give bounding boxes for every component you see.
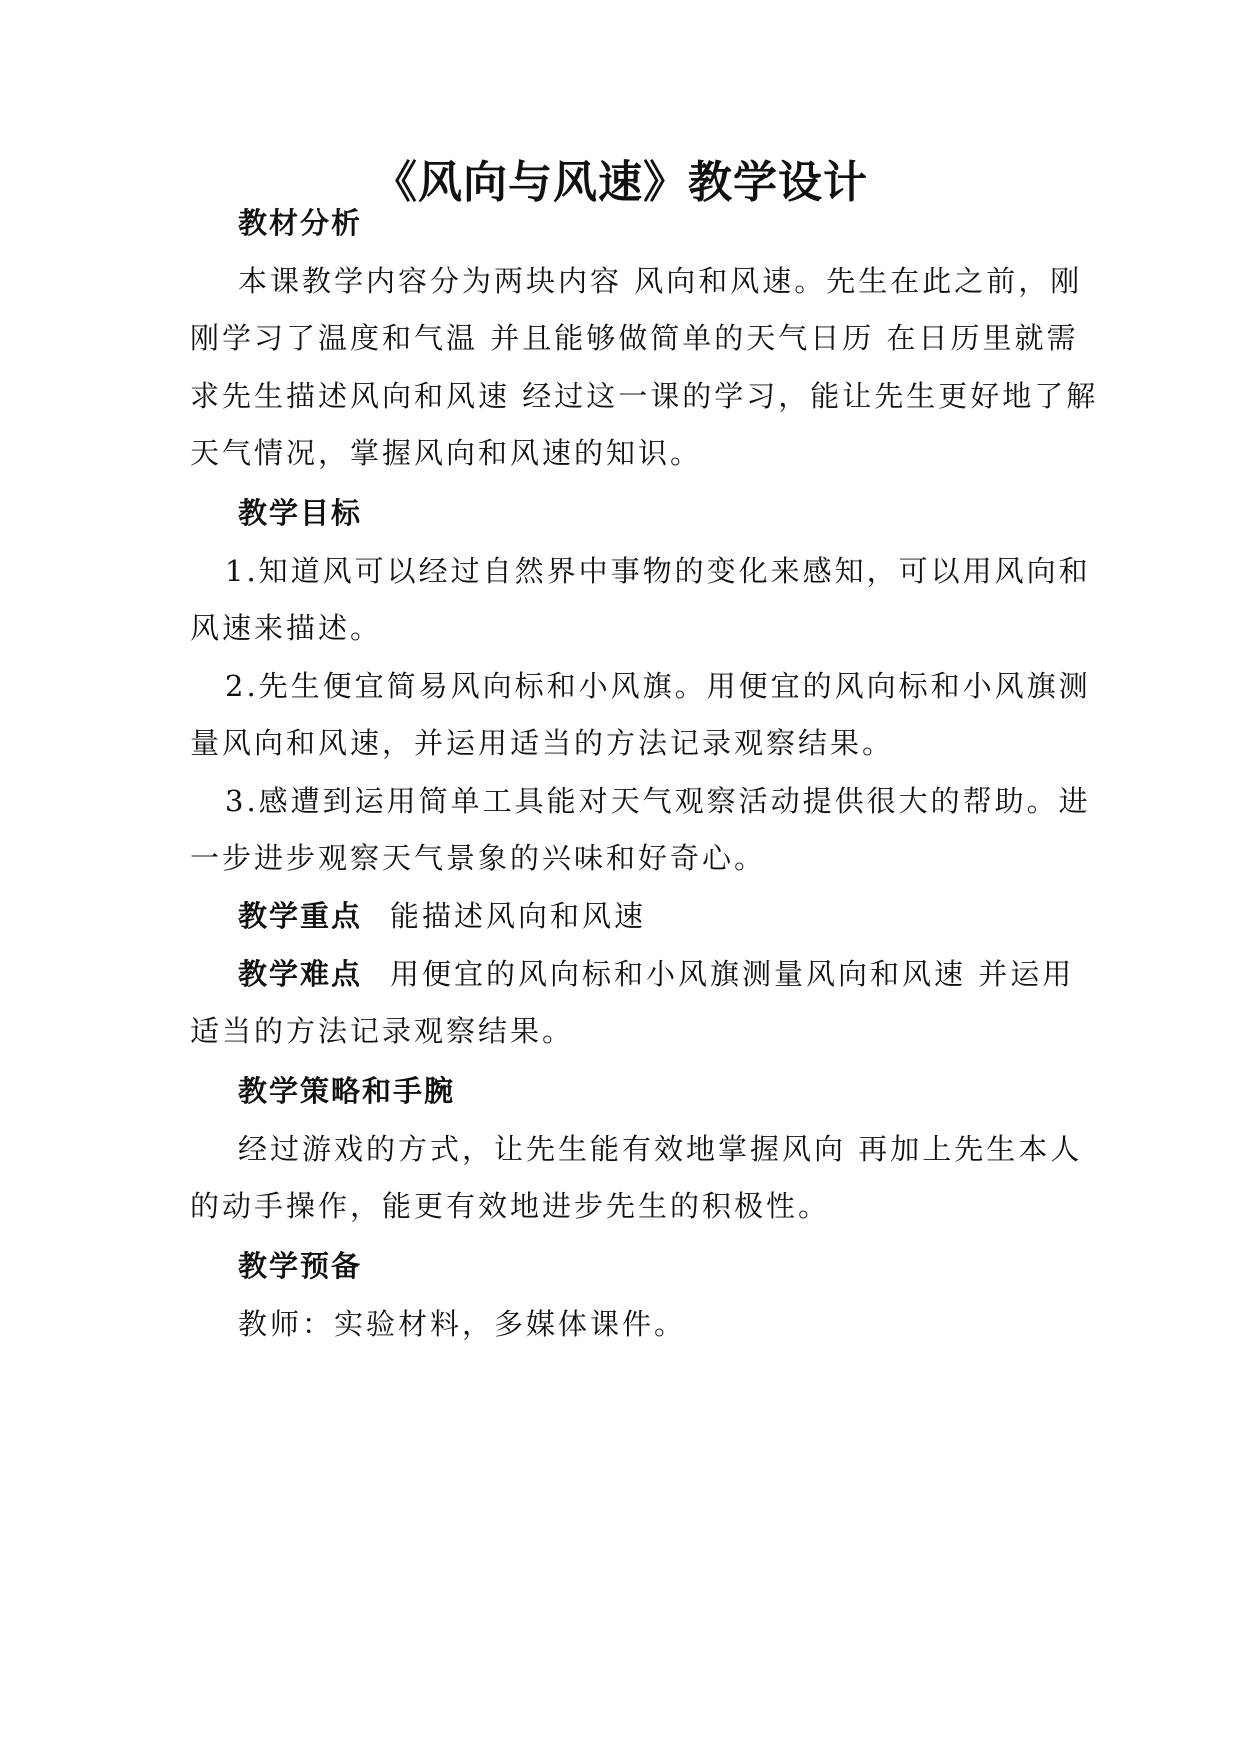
heading-material-analysis: 教材分析 [238,206,363,240]
objective-line: 3.感遭到运用简单工具能对天气观察活动提供很大的帮助。进 [225,784,1091,818]
difficulty-continuation: 适当的方法记录观察结果。 [190,1014,575,1048]
preparation-text: 教师：实验材料，多媒体课件。 [238,1307,687,1341]
paragraph-line: 求先生描述风向和风速 经过这一课的学习，能让先生更好地了解 [190,379,1099,413]
objective-line: 一步进步观察天气景象的兴味和好奇心。 [190,841,767,875]
difficulty-text: 用便宜的风向标和小风旗测量风向和风速 并运用 [390,957,1075,991]
paragraph-line: 天气情况，掌握风向和风速的知识。 [190,436,703,470]
heading-preparation: 教学预备 [238,1249,363,1283]
key-point-text: 能描述风向和风速 [390,899,647,933]
difficulty-label: 教学难点 [238,957,363,991]
objective-line: 风速来描述。 [190,611,383,645]
document-title: 《风向与风速》教学设计 [373,157,868,208]
difficulty-row [238,954,1118,994]
heading-objectives: 教学目标 [238,496,363,530]
paragraph-line: 刚学习了温度和气温 并且能够做简单的天气日历 在日历里就需 [190,321,1079,355]
paragraph-line: 的动手操作，能更有效地进步先生的积极性。 [190,1189,831,1223]
heading-strategy: 教学策略和手腕 [238,1074,456,1108]
key-point-label: 教学重点 [238,899,363,933]
objective-line: 2.先生便宜简易风向标和小风旗。用便宜的风向标和小风旗测 [225,669,1091,703]
objective-line: 量风向和风速，并运用适当的方法记录观察结果。 [190,726,895,760]
paragraph-line: 经过游戏的方式，让先生能有效地掌握风向 再加上先生本人 [238,1132,1083,1166]
objective-line: 1.知道风可以经过自然界中事物的变化来感知，可以用风向和 [225,554,1091,588]
key-point-row [238,896,1118,936]
paragraph-line: 本课教学内容分为两块内容 风向和风速。先生在此之前，刚 [238,264,1083,298]
